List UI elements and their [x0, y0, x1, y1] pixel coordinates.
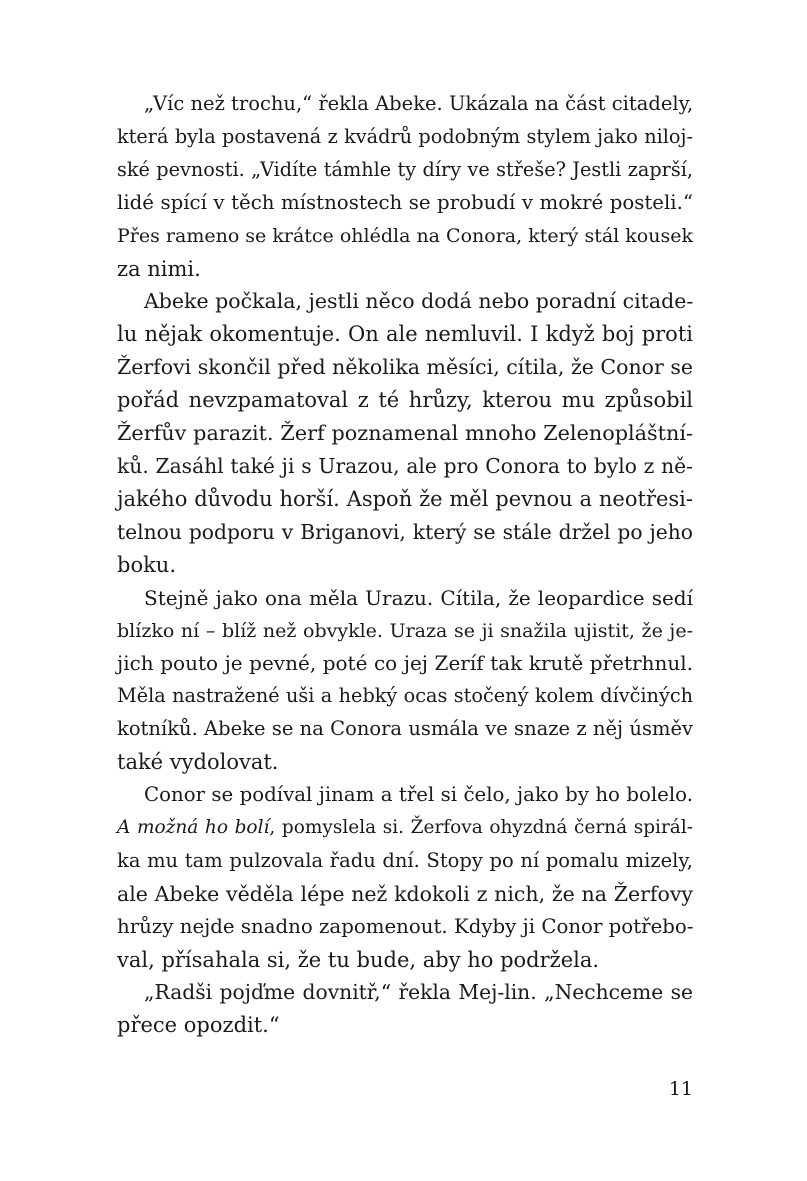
italic-phrase: A možná ho bolí: [117, 816, 270, 838]
text-line: za nimi.: [117, 256, 201, 281]
text-line: Conor se podíval jinam a třel si čelo, jako by ho bolelo.: [144, 783, 693, 807]
text-line: jakého důvodu horší. Aspoň že měl pevnou a neotřesi-: [117, 486, 693, 511]
text-line-italic: [117, 812, 693, 845]
book-page-text: [117, 88, 693, 1042]
text-line: přece opozdit.“: [117, 1013, 280, 1038]
text-line: lu nějak okomentuje. On ale nemluvil. I když boj proti: [117, 322, 693, 347]
text-line: ale Abeke věděla lépe než kdokoli z nich, že na Žerfovy: [117, 881, 693, 906]
text-line: ků. Zasáhl také ji s Urazou, ale pro Conora to bylo z ně-: [117, 453, 693, 478]
page-number: 11: [668, 1078, 693, 1100]
text-line: Žerfovi skončil před několika měsíci, cítila, že Conor se: [117, 355, 693, 380]
text-line: Měla nastražené uši a hebký ocas stočený kolem dívčiných: [117, 684, 693, 708]
text-line: Žerfův parazit. Žerf poznamenal mnoho Zelenopláštní-: [117, 421, 693, 446]
text-line: která byla postavená z kvádrů podobným stylem jako niloj-: [117, 124, 693, 148]
text-line: ka mu tam pulzovala řadu dní. Stopy po ní pomalu mizely,: [117, 848, 693, 872]
paragraph-4: [117, 779, 693, 976]
paragraph-2: [117, 285, 693, 581]
text-line: lidé spící v těch místnostech se probudí v mokré posteli.“: [117, 190, 693, 214]
text-line: pořád nevzpamatoval z té hrůzy, kterou mu způsobil: [117, 388, 693, 413]
text-line: kotníků. Abeke se na Conora usmála ve snaze z něj úsměv: [117, 717, 693, 741]
text-line: hrůzy nejde snadno zapomenout. Kdyby ji Conor potřebo-: [117, 914, 694, 938]
text-line: boku.: [117, 552, 177, 577]
text-line: val, přísahala si, že tu bude, aby ho podržela.: [117, 947, 600, 972]
paragraph-1: [117, 88, 693, 285]
text-line: ské pevnosti. „Vidíte támhle ty díry ve střeše? Jestli zaprší,: [117, 157, 693, 181]
paragraph-3: [117, 582, 693, 779]
text-line: „Víc než trochu,“ řekla Abeke. Ukázala na část citadely,: [144, 92, 694, 115]
text-span: , pomyslela si. Žerfova ohyzdná černá spirál-: [269, 816, 693, 838]
text-line: Abeke počkala, jestli něco dodá nebo poradní citade-: [144, 289, 694, 314]
text-line: telnou podporu v Briganovi, který se stále držel po jeho: [117, 519, 693, 544]
text-line: Přes rameno se krátce ohlédla na Conora, který stál kousek: [117, 224, 693, 247]
paragraph-5: [117, 976, 693, 1042]
text-line: také vydolovat.: [117, 750, 279, 775]
text-line: Stejně jako ona měla Urazu. Cítila, že leopardice sedí: [144, 585, 693, 610]
text-line: „Radši pojďme dovnitř,“ řekla Mej-lin. „Nechceme se: [144, 980, 693, 1005]
text-line: jich pouto je pevné, poté co jej Zeríf tak krutě přetrhnul.: [117, 651, 693, 676]
text-line: blízko ní – blíž než obvykle. Uraza se ji snažila ujistit, že je-: [117, 619, 693, 642]
